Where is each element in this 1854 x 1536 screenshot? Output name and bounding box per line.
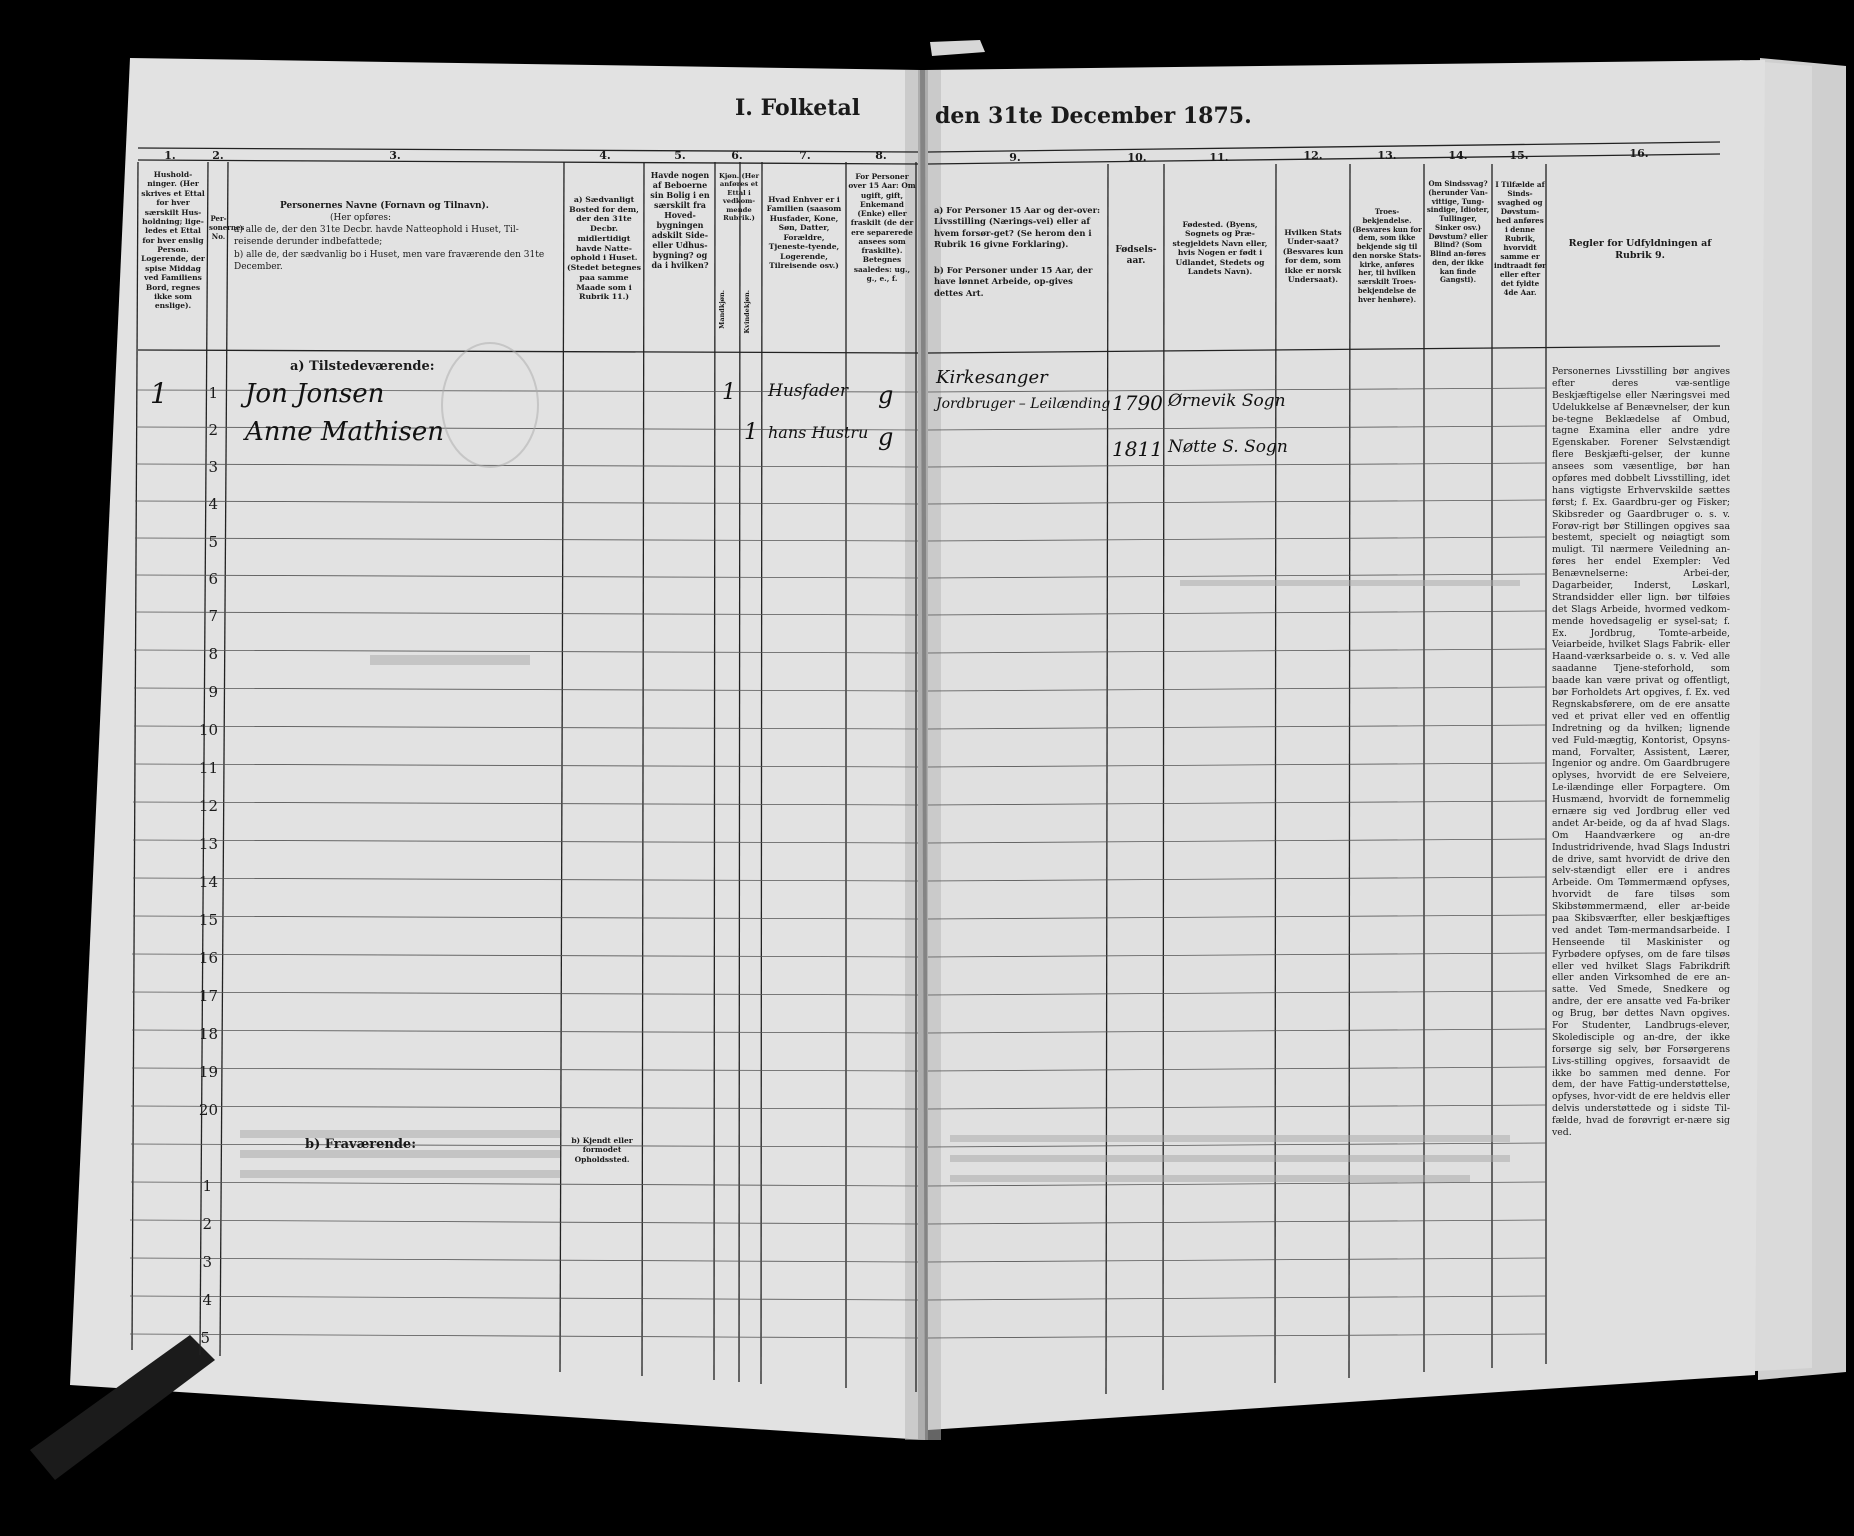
- col-num: 1.: [164, 149, 176, 162]
- family-role: hans Hustru: [768, 423, 869, 442]
- title-left: I. Folketal: [735, 95, 861, 121]
- header-col3-title: Personernes Navne (Fornavn og Tilnavn).: [280, 201, 489, 211]
- header-col7: Hvad Enhver er i Familien (saasom Husfader, Kone, Søn, Datter, Forældre, Tjeneste-tyende, Logerende, Tilreisende osv.): [766, 195, 842, 271]
- row-number: 11: [198, 759, 218, 777]
- header-col1: Hushold-ninger. (Her skrives et Ettal for hver særskilt Hus-holdning; lige-ledes et Ettal for hver enslig Person. Logerende, der spise Middag ved Familiens Bord, regnes ikke som enslige).: [141, 170, 205, 311]
- header-col12: Hvilken Stats Under-saat? (Besvares kun for dem, som ikke er norsk Undersaat).: [1282, 228, 1344, 285]
- header-col16: Regler for Udfyldningen af Rubrik 9.: [1568, 238, 1712, 261]
- header-col2: Per-sonernes No.: [209, 214, 245, 241]
- row-number: 3: [202, 1253, 212, 1271]
- header-col3-sub: (Her opføres:: [330, 213, 392, 224]
- title-right: den 31te December 1875.: [935, 103, 1252, 129]
- header-col4: a) Sædvanligt Bosted for dem, der den 31te Decbr. midlertidigt havde Natte-ophold i Huset. (Stedet betegnes paa samme Maade som i Rubrik 11.): [566, 195, 642, 302]
- row-number: 6: [208, 570, 218, 588]
- col-num: 4.: [599, 149, 611, 162]
- row-number: 17: [198, 987, 218, 1005]
- sex-female: 1: [744, 420, 758, 445]
- header-col8: For Personer over 15 Aar: Om ugift, gift, Enkemand (Enke) eller fraskilt (de der ere separerede ansees som fraskilte). Betegnes saaledes: ug., g., e., f.: [848, 172, 916, 283]
- header-col13: Troes-bekjendelse. (Besvares kun for dem, som ikke bekjende sig til den norske Stats-kirke, anføres her, til hvilken særskilt Troes-bekjendelse de hver henhøre).: [1352, 207, 1422, 304]
- row-number: 1: [202, 1177, 212, 1195]
- family-role: Husfader: [768, 381, 848, 401]
- col-num: 12.: [1303, 149, 1323, 162]
- person-name: Anne Mathisen: [245, 417, 445, 447]
- occupation-2: Jordbruger – Leilænding: [936, 396, 1111, 412]
- row-number: 3: [208, 458, 218, 476]
- col-num: 6.: [731, 149, 743, 162]
- col-num: 10.: [1127, 151, 1147, 164]
- header-col11: Fødested. (Byens, Sognets og Præ-stegjeldets Navn eller, hvis Nogen er født i Udlandet, Stedets og Landets Navn).: [1172, 220, 1268, 277]
- row-number: 19: [198, 1063, 218, 1081]
- row-number: 20: [198, 1101, 218, 1119]
- birthplace: Nøtte S. Sogn: [1168, 437, 1288, 457]
- col-num: 7.: [799, 149, 811, 162]
- birth-year: 1811: [1112, 437, 1163, 461]
- header-col9a: a) For Personer 15 Aar og der-over: Livsstilling (Nærings-vei) eller af hvem forsør-get? (Se herom den i Rubrik 16 givne Forklaring).: [934, 205, 1101, 250]
- header-col14: Om Sindssvag? (herunder Van-vittige, Tung-sindige, Idioter, Tullinger, Sinker osv.) Døvstum? eller Blind? (Som Blind an-føres den, der ikke kan finde Gangsti).: [1426, 179, 1490, 285]
- col-num: 13.: [1377, 149, 1397, 162]
- row-number: 2: [202, 1215, 212, 1233]
- row-number: 4: [202, 1291, 212, 1309]
- row-number: 16: [198, 949, 218, 967]
- sex-male: 1: [722, 380, 736, 405]
- person-name: Jon Jonsen: [245, 379, 385, 409]
- rules-text: Personernes Livsstilling bør angives efter deres væ-sentlige Beskjæftigelse eller Næringsvei med Udelukkelse af Benævnelser, der kun be-tegne Beklædelse af Ombud, tagne Examina eller andre ydre Egenskaber. Forener Selvstændigt flere Beskjæfti-gelser, der kunne ansees som væsentlige, bør han opføres med dobbelt Livsstilling, idet hans vigtigste Erhvervskilde sættes først; f. Ex. Gaardbru-ger og Fisker; Skibsreder og Gaardbruger o. s. v. Forøv-rigt bør Stillingen opgives saa bestemt, specielt og nøiagtigt som muligt. Til nærmere Veiledning an-føres her endel Exempler: Ved Benævnelserne: Arbei-der, Dagarbeider, Inderst, Løskarl, Strandsidder eller lign. bør tilføies det Slags Arbeide, hvormed vedkom-mende hovedsagelig er sysel-sat; f. Ex. Jordbrug, Tomte-arbeide, Veiarbeide, hvilket Slags Fabrik- eller Haand-værksarbeide o. s. v. Ved alle saadanne Tjene-steforhold, som baade kan være privat og offentligt, bør Forholdets Art opgives, f. Ex. ved Regnskabsførere, om de ere ansatte ved et privat eller ved en offentlig Indretning og da hvilken; lignende ved Fuld-mægtig, Kontorist, Opsyns-mand, Forvalter, Assistent, Lærer, Ingenior og andre. Om Gaardbrugere oplyses, hvorvidt de ere Selveiere, Le-ilændinge eller Forpagtere. Om Husmænd, hvorvidt de fornemmelig ernære sig ved Jordbrug eller ved andet Ar-beide, og da af hvad Slags. Om Haandværkere og an-dre Industridrivende, hvad Slags Industri de drive, samt hvorvidt de drive den selv-stændigt eller ere i andres Arbeide. Om Tømmermænd opfyses, hvorvidt de fare tilsøs som Skibstømmermænd, eller ar-beide paa Skibsværfter, eller beskjæftiges ved andet Tøm-mermandsarbeide. I Henseende til Maskinister og Fyrbødere opfyses, om de fare tilsøs eller ved hvilket Slags Fabrikdrift eller anden Virksomhed de ere an-satte. Ved Smede, Snedkere og andre, der ere ansatte ved Fa-briker og Brug, bør dettes Navn opgives. For Studenter, Landbrugs-elever, Skoledisciple og an-dre, der ikke forsørge sig selv, bør Forsørgerens Livs-stilling opgives, forsaavidt de ikke bo sammen med denne. For dem, der have Fattig-understøttelse, opfyses, hvor-vidt de ere heldvis eller delvis understøttede og i sidste Til-fælde, hvad de forøvrigt er-nære sig ved.: [1552, 366, 1730, 1138]
- header-col15: I Tilfælde af Sinds-svaghed og Døvstum-hed anføres i denne Rubrik, hvorvidt samme er indtraadt før eller efter det fyldte 4de Aar.: [1494, 180, 1546, 297]
- birthplace: Ørnevik Sogn: [1168, 391, 1286, 411]
- row-number: 5: [200, 1329, 210, 1347]
- col-num: 5.: [674, 149, 686, 162]
- col-num: 8.: [875, 149, 887, 162]
- header-col6: Kjøn. (Her anføres et Ettal i vedkom-mende Rubrik.): [718, 172, 760, 223]
- household-mark: 1: [150, 377, 168, 410]
- header-col3-b: b) alle de, der sædvanlig bo i Huset, men vare fraværende den 31te December.: [234, 249, 545, 272]
- header-col9b: b) For Personer under 15 Aar, der have lønnet Arbeide, op-gives dettes Art.: [934, 265, 1093, 298]
- civil-status: g: [878, 381, 894, 409]
- header-col3: [234, 200, 560, 273]
- row-number: 8: [208, 645, 218, 663]
- col-num: 9.: [1009, 151, 1021, 164]
- row-number: 9: [208, 683, 218, 701]
- row-number: 7: [208, 607, 218, 625]
- row-number: 15: [198, 911, 218, 929]
- occupation: Kirkesanger: [936, 367, 1048, 388]
- header-col6-female: Kvindekjøn.: [743, 290, 751, 334]
- header-col5: Havde nogen af Beboerne sin Bolig i en særskilt fra Hoved-bygningen adskilt Side-eller Udhus-bygning? og da i hvilken?: [650, 170, 710, 270]
- col-num: 16.: [1629, 147, 1649, 160]
- col-num: 15.: [1509, 149, 1529, 162]
- col-num: 2.: [212, 149, 224, 162]
- section-absent: b) Fraværende:: [305, 1137, 417, 1152]
- row-number: 5: [208, 533, 218, 551]
- row-number: 12: [198, 797, 218, 815]
- col-num: 11.: [1209, 151, 1229, 164]
- col-num: 14.: [1448, 149, 1468, 162]
- col-num: 3.: [389, 149, 401, 162]
- row-number: 1: [208, 384, 218, 402]
- section-present: a) Tilstedeværende:: [290, 359, 435, 374]
- civil-status: g: [878, 423, 894, 451]
- absent-col4-header: b) Kjendt eller formodet Opholdssted.: [571, 1136, 633, 1164]
- header-col3-a: a) alle de, der den 31te Decbr. havde Natteophold i Huset, Til-reisende derunder indbefattede;: [234, 225, 519, 248]
- row-number: 2: [208, 421, 218, 439]
- row-number: 13: [198, 835, 218, 853]
- row-number: 18: [198, 1025, 218, 1043]
- row-number: 10: [198, 721, 218, 739]
- header-col6-male: Mandkjøn.: [718, 290, 726, 329]
- birth-year: 1790: [1112, 391, 1163, 415]
- header-col10: Fødsels-aar.: [1115, 245, 1157, 267]
- row-number: 14: [198, 873, 218, 891]
- row-number: 4: [208, 495, 218, 513]
